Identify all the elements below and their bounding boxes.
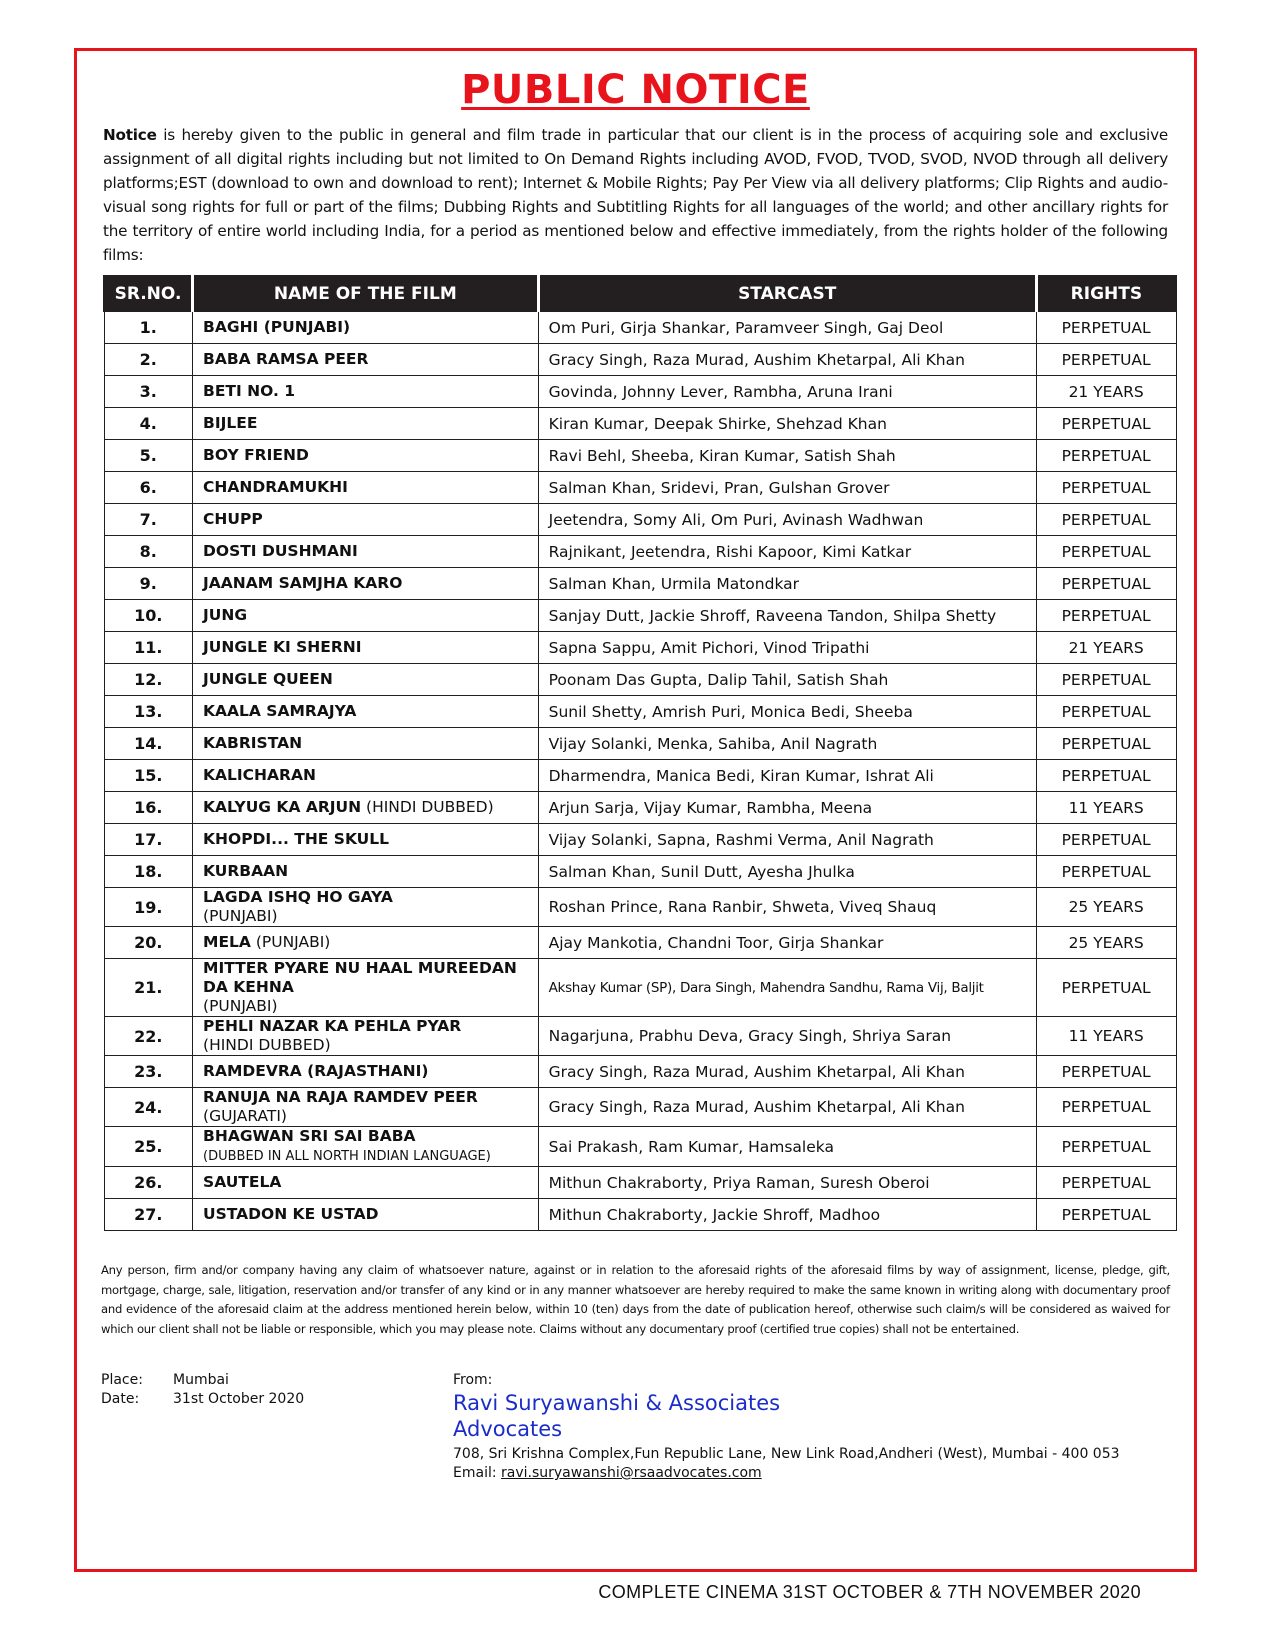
film-language: (PUNJABI) [203,907,278,925]
film-language: (PUNJABI) [203,997,278,1015]
table-header-row [104,276,1176,311]
date-label: Date: [101,1391,140,1407]
row-srno: 17. [104,824,193,856]
row-srno: 20. [104,927,193,959]
header-srno: SR.NO. [104,276,193,311]
table-row [104,959,1176,1017]
row-film-name [193,1056,539,1088]
row-rights: PERPETUAL [1036,728,1176,760]
film-title: KAALA SAMRAJYA [203,702,357,720]
table-row [104,504,1176,536]
film-title: BABA RAMSA PEER [203,350,369,368]
row-rights: 21 YEARS [1036,376,1176,408]
row-film-name [193,1017,539,1056]
row-rights: PERPETUAL [1036,472,1176,504]
row-film-name [193,568,539,600]
film-language: (HINDI DUBBED) [361,798,494,816]
table-row [104,568,1176,600]
film-title: CHANDRAMUKHI [203,478,348,496]
film-title: LAGDA ISHQ HO GAYA [203,888,393,906]
row-film-name [193,1199,539,1231]
row-starcast: Poonam Das Gupta, Dalip Tahil, Satish Shah [538,664,1036,696]
row-rights: 25 YEARS [1036,888,1176,927]
film-language: (PUNJABI) [250,933,331,951]
row-starcast: Roshan Prince, Rana Ranbir, Shweta, Viveq Shauq [538,888,1036,927]
row-rights: PERPETUAL [1036,568,1176,600]
row-srno: 6. [104,472,193,504]
film-title: KURBAAN [203,862,289,880]
table-row [104,664,1176,696]
film-language: (GUJARATI) [203,1107,287,1125]
table-row [104,927,1176,959]
row-film-name [193,344,539,376]
row-rights: PERPETUAL [1036,824,1176,856]
film-title: BHAGWAN SRI SAI BABA [203,1127,416,1145]
place-date-block [101,1371,304,1409]
row-srno: 4. [104,408,193,440]
row-starcast: Salman Khan, Sridevi, Pran, Gulshan Grover [538,472,1036,504]
table-row [104,824,1176,856]
row-srno: 24. [104,1088,193,1127]
table-row [104,376,1176,408]
place-value: Mumbai [173,1372,229,1388]
row-srno: 25. [104,1127,193,1167]
film-title: JAANAM SAMJHA KARO [203,574,403,592]
row-srno: 18. [104,856,193,888]
row-starcast: Sanjay Dutt, Jackie Shroff, Raveena Tandon, Shilpa Shetty [538,600,1036,632]
table-row [104,600,1176,632]
row-rights: PERPETUAL [1036,1056,1176,1088]
row-film-name [193,927,539,959]
row-starcast: Om Puri, Girja Shankar, Paramveer Singh, Gaj Deol [538,311,1036,344]
row-srno: 15. [104,760,193,792]
film-title: RAMDEVRA (RAJASTHANI) [203,1062,429,1080]
row-film-name [193,1127,539,1167]
claims-paragraph: Any person, firm and/or company having any claim of whatsoever nature, against or in relation to the aforesaid rights of the aforesaid films by way of assignment, license, pledge, gift, mortgage, charge, sale, litigation, reservation and/or transfer of any kind or in any manner whatsoever are hereby required to make the same known in writing along with documentary proof and evidence of the aforesaid claim at the address mentioned herein below, within 10 (ten) days from the date of publication hereof, otherwise such claim/s will be considered as waived for which our client shall not be liable or responsible, which you may please note. Claims without any documentary proof (certified true copies) shall not be entertained. [101,1263,1170,1336]
row-film-name [193,504,539,536]
film-title: RANUJA NA RAJA RAMDEV PEER [203,1088,478,1106]
table-row [104,1088,1176,1127]
row-starcast: Vijay Solanki, Sapna, Rashmi Verma, Anil Nagrath [538,824,1036,856]
row-srno: 22. [104,1017,193,1056]
publication-line: COMPLETE CINEMA 31ST OCTOBER & 7TH NOVEMBER 2020 [598,1582,1141,1602]
film-title: BOY FRIEND [203,446,309,464]
film-dub-note: (DUBBED IN ALL NORTH INDIAN LANGUAGE) [203,1149,491,1164]
film-title: KABRISTAN [203,734,303,752]
table-row [104,888,1176,927]
row-srno: 10. [104,600,193,632]
table-row [104,472,1176,504]
row-rights: PERPETUAL [1036,408,1176,440]
row-rights: PERPETUAL [1036,760,1176,792]
row-film-name [193,472,539,504]
email-line [453,1464,1120,1483]
row-rights: 11 YEARS [1036,1017,1176,1056]
film-title: DOSTI DUSHMANI [203,542,358,560]
row-srno: 21. [104,959,193,1017]
row-starcast: Gracy Singh, Raza Murad, Aushim Khetarpal, Ali Khan [538,344,1036,376]
notice-title: PUBLIC NOTICE [461,67,810,113]
row-film-name [193,376,539,408]
row-srno: 5. [104,440,193,472]
film-title: USTADON KE USTAD [203,1205,379,1223]
table-row [104,311,1176,344]
row-starcast: Mithun Chakraborty, Jackie Shroff, Madhoo [538,1199,1036,1231]
row-film-name [193,728,539,760]
table-row [104,408,1176,440]
from-block [453,1371,1120,1483]
table-row [104,760,1176,792]
row-srno: 27. [104,1199,193,1231]
films-table [103,275,1177,1231]
row-starcast: Sapna Sappu, Amit Pichori, Vinod Tripathi [538,632,1036,664]
film-title: KALICHARAN [203,766,316,784]
row-film-name [193,311,539,344]
film-title: BIJLEE [203,414,258,432]
row-srno: 16. [104,792,193,824]
row-film-name [193,959,539,1017]
row-srno: 7. [104,504,193,536]
row-rights: 25 YEARS [1036,927,1176,959]
row-srno: 3. [104,376,193,408]
row-srno: 2. [104,344,193,376]
row-rights: PERPETUAL [1036,959,1176,1017]
table-row [104,856,1176,888]
table-row [104,696,1176,728]
film-title: CHUPP [203,510,263,528]
row-srno: 23. [104,1056,193,1088]
row-starcast: Rajnikant, Jeetendra, Rishi Kapoor, Kimi Katkar [538,536,1036,568]
row-srno: 13. [104,696,193,728]
table-row [104,344,1176,376]
row-starcast: Gracy Singh, Raza Murad, Aushim Khetarpal, Ali Khan [538,1056,1036,1088]
film-title: JUNGLE QUEEN [203,670,333,688]
row-rights: PERPETUAL [1036,1199,1176,1231]
header-starcast: STARCAST [538,276,1036,311]
row-starcast: Salman Khan, Sunil Dutt, Ayesha Jhulka [538,856,1036,888]
row-rights: PERPETUAL [1036,311,1176,344]
row-film-name [193,760,539,792]
row-srno: 9. [104,568,193,600]
row-rights: PERPETUAL [1036,536,1176,568]
row-starcast: Gracy Singh, Raza Murad, Aushim Khetarpal, Ali Khan [538,1088,1036,1127]
row-starcast: Mithun Chakraborty, Priya Raman, Suresh Oberoi [538,1167,1036,1199]
row-srno: 14. [104,728,193,760]
row-rights: PERPETUAL [1036,344,1176,376]
row-rights: PERPETUAL [1036,504,1176,536]
row-srno: 8. [104,536,193,568]
film-title: MITTER PYARE NU HAAL MUREEDAN DA KEHNA [203,959,517,996]
row-film-name [193,824,539,856]
row-starcast: Ravi Behl, Sheeba, Kiran Kumar, Satish Shah [538,440,1036,472]
film-title: PEHLI NAZAR KA PEHLA PYAR [203,1017,462,1035]
row-film-name [193,1088,539,1127]
row-srno: 12. [104,664,193,696]
row-starcast: Jeetendra, Somy Ali, Om Puri, Avinash Wadhwan [538,504,1036,536]
row-rights: PERPETUAL [1036,440,1176,472]
row-film-name [193,856,539,888]
row-srno: 11. [104,632,193,664]
email-label: Email: [453,1465,502,1481]
row-film-name [193,888,539,927]
table-row [104,1199,1176,1231]
row-starcast: Sunil Shetty, Amrish Puri, Monica Bedi, Sheeba [538,696,1036,728]
row-rights: 11 YEARS [1036,792,1176,824]
row-starcast: Kiran Kumar, Deepak Shirke, Shehzad Khan [538,408,1036,440]
film-title: BETI NO. 1 [203,382,296,400]
row-rights: PERPETUAL [1036,1088,1176,1127]
place-label: Place: [101,1372,143,1388]
row-film-name [193,536,539,568]
table-row [104,792,1176,824]
firm-address: 708, Sri Krishna Complex,Fun Republic Lane, New Link Road,Andheri (West), Mumbai - 400 053 [453,1446,1120,1462]
table-row [104,1056,1176,1088]
row-rights: PERPETUAL [1036,600,1176,632]
row-rights: PERPETUAL [1036,1167,1176,1199]
table-row [104,632,1176,664]
film-title: KALYUG KA ARJUN [203,798,362,816]
row-film-name [193,696,539,728]
row-starcast: Salman Khan, Urmila Matondkar [538,568,1036,600]
row-starcast: Ajay Mankotia, Chandni Toor, Girja Shankar [538,927,1036,959]
row-film-name [193,1167,539,1199]
film-title: JUNGLE KI SHERNI [203,638,362,656]
table-row [104,1017,1176,1056]
row-film-name [193,664,539,696]
row-film-name [193,792,539,824]
row-srno: 26. [104,1167,193,1199]
table-body [104,311,1176,1231]
film-title: SAUTELA [203,1173,282,1191]
table-row [104,728,1176,760]
row-starcast: Vijay Solanki, Menka, Sahiba, Anil Nagrath [538,728,1036,760]
firm-name: Ravi Suryawanshi & Associates [453,1391,781,1415]
row-rights: PERPETUAL [1036,664,1176,696]
table-row [104,1127,1176,1167]
film-title: MELA [203,933,251,951]
row-film-name [193,600,539,632]
intro-lead: Notice [103,126,157,144]
date-value: 31st October 2020 [173,1391,305,1407]
firm-role: Advocates [453,1417,563,1441]
row-starcast: Arjun Sarja, Vijay Kumar, Rambha, Meena [538,792,1036,824]
film-title: JUNG [203,606,248,624]
row-rights: PERPETUAL [1036,1127,1176,1167]
row-starcast: Akshay Kumar (SP), Dara Singh, Mahendra Sandhu, Rama Vij, Baljit [538,959,1036,1017]
email-link[interactable]: ravi.suryawanshi@rsaadvocates.com [501,1465,762,1481]
row-starcast: Dharmendra, Manica Bedi, Kiran Kumar, Ishrat Ali [538,760,1036,792]
header-rights: RIGHTS [1036,276,1176,311]
row-srno: 1. [104,311,193,344]
row-srno: 19. [104,888,193,927]
intro-text: is hereby given to the public in general and film trade in particular that our client is in the process of acquiring sole and exclusive assignment of all digital rights including but not limited to On Demand Rights including AVOD, FVOD, TVOD, SVOD, NVOD through all delivery platforms;EST (download to own and download to rent); Internet & Mobile Rights; Pay Per View via all delivery platforms; Clip Rights and audio-visual song rights for full or part of the films; Dubbing Rights and Subtitling Rights for all languages of the world; and other ancillary rights for the territory of entire world including India, for a period as mentioned below and effective immediately, from the rights holder of the following films: [103,126,1168,264]
row-film-name [193,440,539,472]
row-rights: 21 YEARS [1036,632,1176,664]
film-language: (HINDI DUBBED) [203,1036,331,1054]
row-film-name [193,408,539,440]
row-film-name [193,632,539,664]
row-starcast: Govinda, Johnny Lever, Rambha, Aruna Irani [538,376,1036,408]
row-rights: PERPETUAL [1036,856,1176,888]
row-starcast: Nagarjuna, Prabhu Deva, Gracy Singh, Shriya Saran [538,1017,1036,1056]
from-label: From: [453,1372,493,1388]
table-row [104,440,1176,472]
row-starcast: Sai Prakash, Ram Kumar, Hamsaleka [538,1127,1036,1167]
notice-frame [74,48,1197,1572]
table-row [104,1167,1176,1199]
header-film-name: NAME OF THE FILM [193,276,539,311]
intro-paragraph [103,123,1168,267]
table-row [104,536,1176,568]
film-title: KHOPDI... THE SKULL [203,830,390,848]
row-rights: PERPETUAL [1036,696,1176,728]
film-title: BAGHI (PUNJABI) [203,318,351,336]
